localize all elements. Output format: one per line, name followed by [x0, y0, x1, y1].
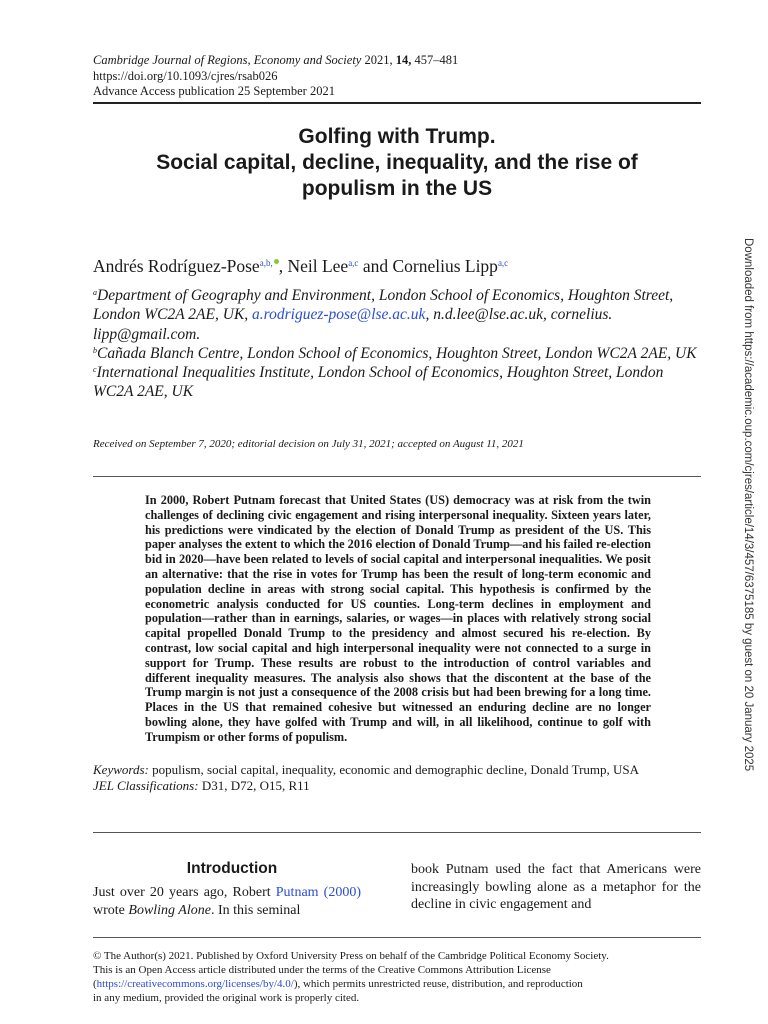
journal-citation: [93, 53, 458, 69]
license-line-3-text: ), which permits unrestricted reuse, distribution, and reproduction: [293, 978, 583, 990]
paper-title: [93, 124, 701, 202]
author-2: , Neil Lee: [278, 256, 349, 276]
book-title: Bowling Alone: [128, 902, 211, 918]
author-3: and Cornelius Lipp: [358, 256, 498, 276]
affiliation-a-sup: a: [93, 288, 97, 297]
intro-left-text-a: Just over 20 years ago, Robert: [93, 885, 276, 900]
license-line-4: in any medium, provided the original work is properly cited.: [93, 992, 360, 1004]
intro-left-text-c: . In this seminal: [210, 902, 301, 918]
license-paren-open: (: [93, 978, 97, 990]
license-line-2: This is an Open Access article distributed under the terms of the Creative Commons Attribution License: [93, 964, 551, 976]
affiliation-b: [93, 344, 701, 363]
jel-text: D31, D72, O15, R11: [198, 778, 310, 793]
author-1: Andrés Rodríguez-Pose: [93, 256, 260, 276]
header-rule: [93, 102, 701, 104]
title-line-1: Golfing with Trump.: [298, 125, 496, 148]
author-list: [93, 255, 508, 277]
jel-line: [93, 778, 653, 794]
title-line-2: Social capital, decline, inequality, and the rise of: [156, 151, 638, 174]
abstract-text: In 2000, Robert Putnam forecast that United States (US) democracy was at risk from the twin challenges of declining civic engagement and rising interpersonal inequality. Sixteen years later, his predictions were vindicated by the election of Donald Trump as president of the US. This paper analyses the extent to which the 2016 election of Donald Trump—and his failed re-election bid in 2020—have been related to levels of social capital and interpersonal inequalities. We posit an alternative: that the rise in votes for Trump has been the result of long-term economic and population decline in areas with strong social capital. This hypothesis is confirmed by the econometric analysis conducted for US counties. Long-term declines in employment and population—rather than in earnings, salaries, or wages—in places with relatively strong social capital propelled Donald Trump to the presidency and almost secured his re-election. By contrast, low social capital and high interpersonal inequality were not connected to a surge in support for Trump. These results are robust to the introduction of control variables and different inequality measures. The analysis also shows that the discontent at the base of the Trump margin is not just a consequence of the 2008 crisis but had been brewing for a long time. Places in the US that remained cohesive but witnessed an enduring decline are no longer bowling alone, they have golfed with Trump and will, in all likelihood, continue to golf with Trumpism or other forms of populism.: [145, 493, 651, 744]
journal-pages: 457–481: [414, 53, 459, 67]
affiliation-a-text: Department of Geography and Environment, London School of Economics, Houghton Street, London WC2A 2AE, UK,: [93, 287, 674, 324]
download-watermark: Downloaded from https://academic.oup.com/cjres/article/14/3/457/6375185 by guest on 20 January 2025: [742, 238, 754, 772]
footer-rule: [93, 937, 701, 938]
intro-left-column: [93, 884, 361, 919]
affiliations: [93, 286, 701, 402]
introduction-heading: Introduction: [186, 860, 278, 877]
abstract-bottom-rule: [93, 832, 701, 833]
author-2-sup[interactable]: a,c: [348, 258, 359, 268]
received-dates: Received on September 7, 2020; editorial decision on July 31, 2021; accepted on August 11, 2021: [93, 438, 524, 450]
advance-access: Advance Access publication 25 September 2021: [93, 84, 335, 98]
intro-left-text-b: wrote: [93, 902, 129, 918]
journal-volume: 14,: [395, 53, 412, 67]
author-1-sup[interactable]: a,b,: [259, 258, 273, 268]
email-link[interactable]: a.rodriguez-pose@lse.ac.uk: [252, 306, 426, 324]
keywords-label: Keywords:: [93, 762, 149, 777]
affiliation-a-emails: , n.d.lee@lse.ac.uk, cornelius. lipp@gmail.com.: [93, 306, 613, 343]
keywords-line: [93, 762, 653, 778]
jel-label: JEL Classifications:: [93, 778, 199, 793]
journal-name: Cambridge Journal of Regions, Economy and Society: [93, 53, 362, 67]
affiliation-b-sup: b: [93, 345, 97, 355]
license-line-3: [93, 977, 713, 991]
keywords-block: [93, 762, 653, 794]
cc-license-link[interactable]: https://creativecommons.org/licenses/by/4.0/: [96, 978, 294, 990]
license-line-1: © The Author(s) 2021. Published by Oxford University Press on behalf of the Cambridge Political Economy Society.: [93, 950, 609, 962]
putnam-citation-link[interactable]: Putnam (2000): [275, 885, 361, 900]
intro-right-column: book Putnam used the fact that Americans were increasingly bowling alone as a metaphor for the decline in civic engagement and: [411, 862, 701, 913]
affiliation-c: [93, 363, 701, 402]
license-block: [93, 949, 713, 1005]
journal-year: 2021,: [364, 53, 393, 67]
abstract-top-rule: [93, 476, 701, 477]
affiliation-c-sup: c: [93, 365, 97, 375]
affiliation-b-text: Cañada Blanch Centre, London School of Economics, Houghton Street, London WC2A 2AE, UK: [97, 344, 697, 362]
author-3-sup[interactable]: a,c: [497, 258, 509, 268]
keywords-text: populism, social capital, inequality, economic and demographic decline, Donald Trump, USA: [148, 762, 640, 777]
doi-link[interactable]: https://doi.org/10.1093/cjres/rsab026: [93, 68, 278, 83]
journal-header: [93, 53, 458, 100]
title-line-3: populism in the US: [301, 177, 493, 200]
affiliation-c-text: International Inequalities Institute, London School of Economics, Houghton Street, London WC2A 2AE, UK: [93, 364, 664, 401]
affiliation-a: [93, 286, 701, 344]
